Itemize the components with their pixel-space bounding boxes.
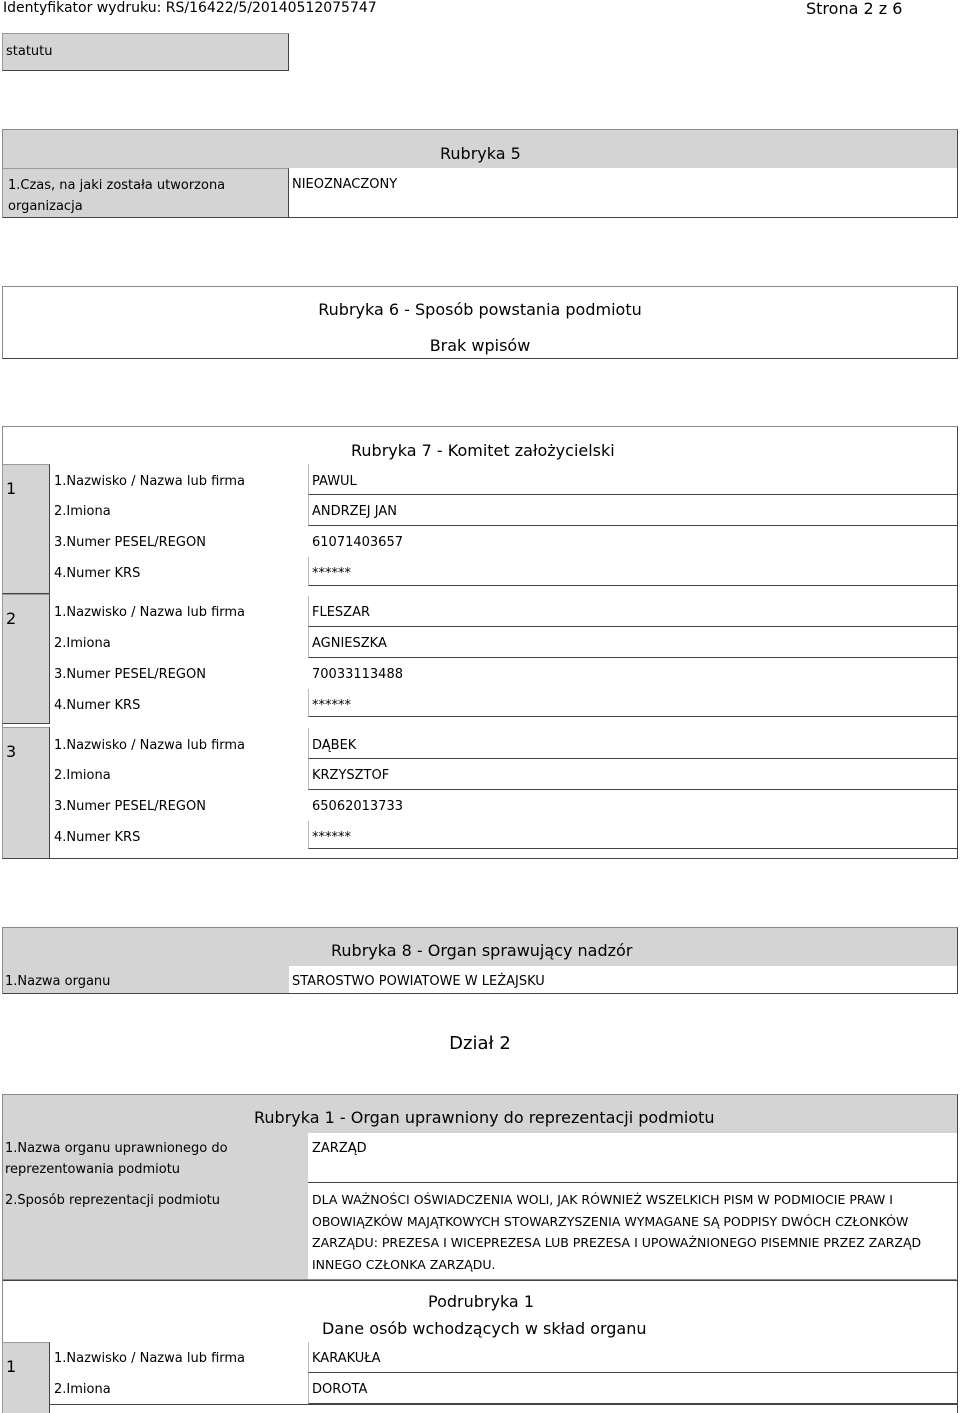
member-3-name-cell [308,728,958,759]
rubryka5-label-line2: organizacja [8,199,83,214]
member-1-name-cell [308,464,958,495]
member-2-number-cell [2,594,50,724]
member-3-firstnames-cell [308,759,958,790]
rubryka5-title-text: Rubryka 5 [440,144,521,163]
podrubryka-member-1-firstnames: DOROTA [312,1382,368,1397]
member-2-firstnames: AGNIESZKA [312,636,387,651]
statutu-text: statutu [6,44,53,59]
podrubryka1-subtitle: Dane osób wchodzących w skład organu [322,1319,647,1338]
rubryka7-title: Rubryka 7 - Komitet założycielski [351,441,615,460]
statutu-field [2,33,289,71]
member-1-number: 1 [6,479,17,498]
rubryka5-value: NIEOZNACZONY [292,177,398,192]
dzial2-organ-value-cell [308,1133,958,1183]
member-1-krs: ****** [312,566,351,581]
member-3-krs-cell [308,821,958,849]
member-2-pesel: 70033113488 [312,667,403,682]
podrubryka-member-1-number: 1 [6,1357,17,1376]
dzial2-representation-label: 2.Sposób reprezentacji podmiotu [5,1193,220,1208]
member-3-krs: ****** [312,830,351,845]
rubryka8-label: 1.Nazwa organu [5,974,111,989]
podrubryka-member-1-name-cell [308,1342,958,1373]
member-3-number: 3 [6,742,17,761]
member-1-firstnames-cell [308,495,958,526]
rubryka6-section [2,286,958,359]
member-2-label-pesel: 3.Numer PESEL/REGON [54,667,206,682]
member-3-pesel: 65062013733 [312,799,403,814]
podrubryka-bottom-rule [50,1404,958,1405]
podrubryka-member-1-label-firstnames: 2.Imiona [54,1382,111,1397]
member-2-label-firstnames: 2.Imiona [54,636,111,651]
podrubryka-member-1-firstnames-cell [308,1373,958,1404]
member-1-label-krs: 4.Numer KRS [54,566,141,581]
member-3-label-name: 1.Nazwisko / Nazwa lub firma [54,738,246,753]
member-2-number: 2 [6,609,17,628]
member-2-name: FLESZAR [312,605,371,620]
member-3-label-firstnames: 2.Imiona [54,768,111,783]
rubryka5-label-line1: 1.Czas, na jaki została utworzona [8,178,226,193]
rubryka8-value: STAROSTWO POWIATOWE W LEŻAJSKU [292,974,545,989]
podrubryka-member-1-number-cell [2,1342,50,1413]
member-1-label-firstnames: 2.Imiona [54,504,111,519]
print-identifier: Identyfikator wydruku: RS/16422/5/20140512075747 [3,0,377,16]
rubryka5-label-cell [2,168,289,218]
podrubryka-member-1-label-name: 1.Nazwisko / Nazwa lub firma [54,1351,246,1366]
rubryka6-empty: Brak wpisów [429,336,531,355]
member-1-krs-cell [308,557,958,586]
dzial2-representation-value: DLA WAŻNOŚCI OŚWIADCZENIA WOLI, JAK RÓWNIEŻ WSZELKICH PISM W PODMIOCIE PRAW I OBOWIĄZKÓW MAJĄTKOWYCH STOWARZYSZENIA WYMAGANE SĄ PODPISY DWÓCH CZŁONKÓW ZARZĄDU: PREZESA I WICEPREZESA LUB PREZESA I UPOWAŻNIONEGO PISEMNIE PRZEZ ZARZĄD INNEGO CZŁONKA ZARZĄDU. [312,1192,922,1272]
member-1-name: PAWUL [312,474,357,489]
dzial2-title: Dział 2 [449,1033,511,1054]
member-1-firstnames: ANDRZEJ JAN [312,504,397,519]
podrubryka-member-1-name: KARAKUŁA [312,1351,381,1366]
rubryka8-title: Rubryka 8 - Organ sprawujący nadzór [331,941,633,960]
member-1-number-cell [2,464,50,594]
member-2-name-cell [308,596,958,627]
dzial2-organ-label-line2: reprezentowania podmiotu [5,1162,181,1177]
member-2-label-name: 1.Nazwisko / Nazwa lub firma [54,605,246,620]
rubryka6-title: Rubryka 6 - Sposób powstania podmiotu [318,300,642,319]
member-3-label-krs: 4.Numer KRS [54,830,141,845]
rubryka5-value-cell [289,168,958,218]
dzial2-organ-label-line1: 1.Nazwa organu uprawnionego do [5,1141,228,1156]
podrubryka1-title: Podrubryka 1 [428,1292,534,1311]
member-1-pesel: 61071403657 [312,535,403,550]
dzial2-rubryka1-title: Rubryka 1 - Organ uprawniony do reprezentacji podmiotu [254,1108,715,1127]
member-1-label-name: 1.Nazwisko / Nazwa lub firma [54,474,246,489]
member-3-label-pesel: 3.Numer PESEL/REGON [54,799,206,814]
member-2-krs-cell [308,689,958,717]
member-3-number-cell [2,727,50,859]
member-3-firstnames: KRZYSZTOF [312,768,390,783]
dzial2-organ-value: ZARZĄD [312,1141,367,1156]
member-2-krs: ****** [312,698,351,713]
member-2-firstnames-cell [308,627,958,658]
member-1-label-pesel: 3.Numer PESEL/REGON [54,535,206,550]
member-2-label-krs: 4.Numer KRS [54,698,141,713]
member-3-name: DĄBEK [312,738,357,753]
page-number: Strona 2 z 6 [806,0,903,18]
